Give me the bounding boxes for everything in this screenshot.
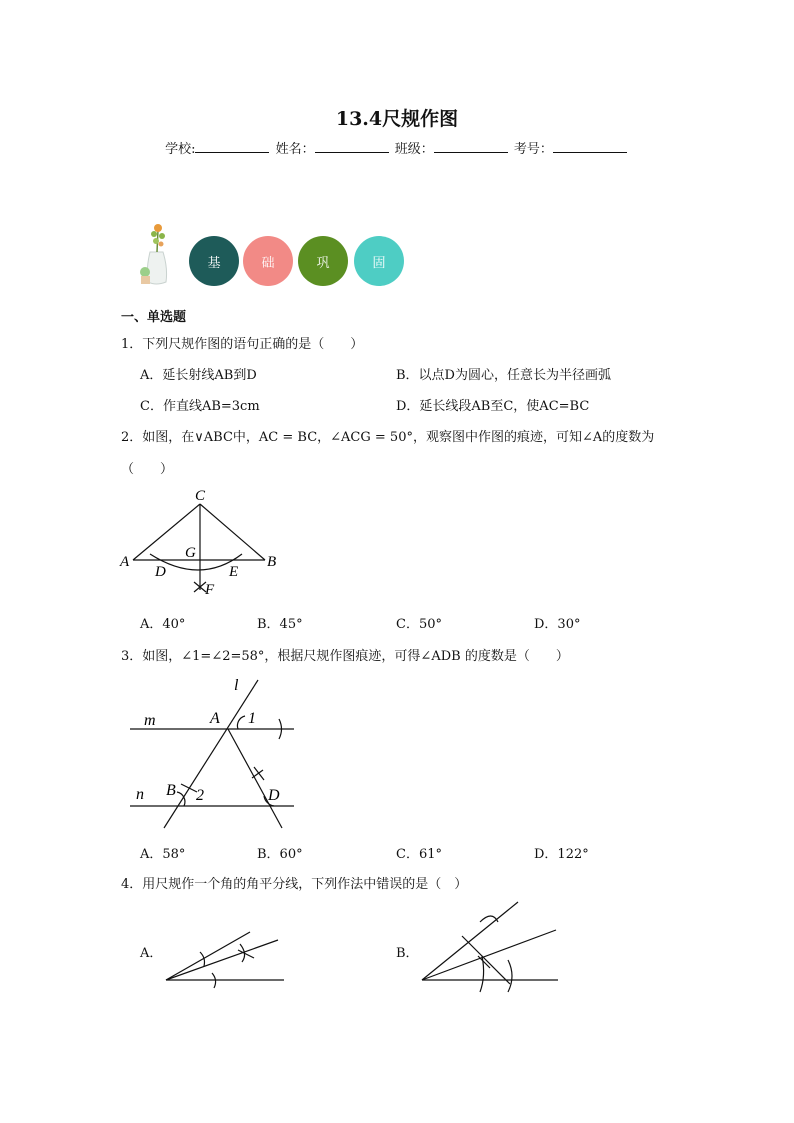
- badge-chu-label: 础: [261, 255, 275, 271]
- q3-option-b[interactable]: B．60°: [257, 847, 303, 862]
- name-label: 姓名：: [275, 142, 315, 157]
- q2-stem-cont: （ ）: [121, 462, 174, 477]
- q2-label-d: D: [155, 564, 166, 580]
- exam-no-label: 考号：: [513, 142, 553, 157]
- q3-label-1: 1: [248, 710, 256, 727]
- name-field[interactable]: [315, 140, 389, 153]
- q2-triangle-figure: [110, 484, 290, 600]
- q3-label-m: m: [144, 712, 156, 729]
- student-info-line: [0, 138, 794, 157]
- q3-label-2: 2: [196, 787, 204, 804]
- class-label: 班级：: [394, 142, 434, 157]
- q2-option-b[interactable]: B．45°: [257, 617, 303, 632]
- q4-option-b-label[interactable]: B．: [396, 946, 419, 961]
- plant-vase-icon: [136, 222, 184, 288]
- q1-option-d[interactable]: D．延长线段AB至C，使AC=BC: [396, 399, 590, 414]
- section-heading: 一、单选题: [121, 310, 187, 325]
- q3-label-l: l: [234, 677, 239, 694]
- school-label: 学校:: [165, 142, 196, 157]
- q2-stem: 2．如图，在∨ABC中，AC = BC，∠ACG = 50°，观察图中作图的痕迹，可知∠A的度数为: [121, 430, 655, 445]
- q3-stem: 3．如图，∠1=∠2=58°，根据尺规作图痕迹，可得∠ADB 的度数是（ ）: [121, 649, 569, 664]
- q2-label-a: A: [120, 554, 130, 570]
- q2-label-e: E: [229, 564, 239, 580]
- class-field[interactable]: [434, 140, 508, 153]
- q3-option-a[interactable]: A．58°: [140, 847, 186, 862]
- q1-option-b[interactable]: B．以点D为圆心，任意长为半径画弧: [396, 368, 611, 383]
- exam-no-field[interactable]: [553, 140, 627, 153]
- q2-label-b: B: [267, 554, 277, 570]
- q2-label-c: C: [195, 488, 206, 504]
- q3-label-a: A: [210, 710, 220, 727]
- q1-stem: 1．下列尺规作图的语句正确的是（ ）: [121, 337, 364, 352]
- badge-gong: [298, 236, 348, 286]
- q4-option-b-figure: [416, 896, 566, 1000]
- q3-option-c[interactable]: C．61°: [396, 847, 442, 862]
- q3-parallel-lines-figure: [124, 672, 304, 834]
- badge-ji: [189, 236, 239, 286]
- q2-option-a[interactable]: A．40°: [140, 617, 186, 632]
- q2-label-f: F: [205, 582, 215, 598]
- q1-option-a[interactable]: A．延长射线AB到D: [140, 368, 257, 383]
- badge-gong-label: 巩: [316, 255, 330, 271]
- badge-ji-label: 基: [207, 255, 221, 271]
- badge-gu: [354, 236, 404, 286]
- q3-label-d: D: [268, 787, 280, 804]
- q3-label-n: n: [136, 786, 144, 803]
- q2-label-g: G: [185, 545, 196, 561]
- q3-label-b: B: [166, 782, 176, 799]
- q4-stem: 4．用尺规作一个角的角平分线，下列作法中错误的是（ ）: [121, 877, 468, 892]
- badge-gu-label: 固: [372, 255, 386, 271]
- school-field[interactable]: [195, 140, 269, 153]
- q2-option-c[interactable]: C．50°: [396, 617, 442, 632]
- q4-option-a-label[interactable]: A．: [140, 946, 163, 961]
- badge-chu: [243, 236, 293, 286]
- q2-option-d[interactable]: D．30°: [534, 617, 581, 632]
- q4-option-a-figure: [160, 900, 294, 996]
- doc-title: 13.4尺规作图: [335, 108, 459, 130]
- q1-option-c[interactable]: C．作直线AB=3cm: [140, 399, 260, 414]
- q3-option-d[interactable]: D．122°: [534, 847, 589, 862]
